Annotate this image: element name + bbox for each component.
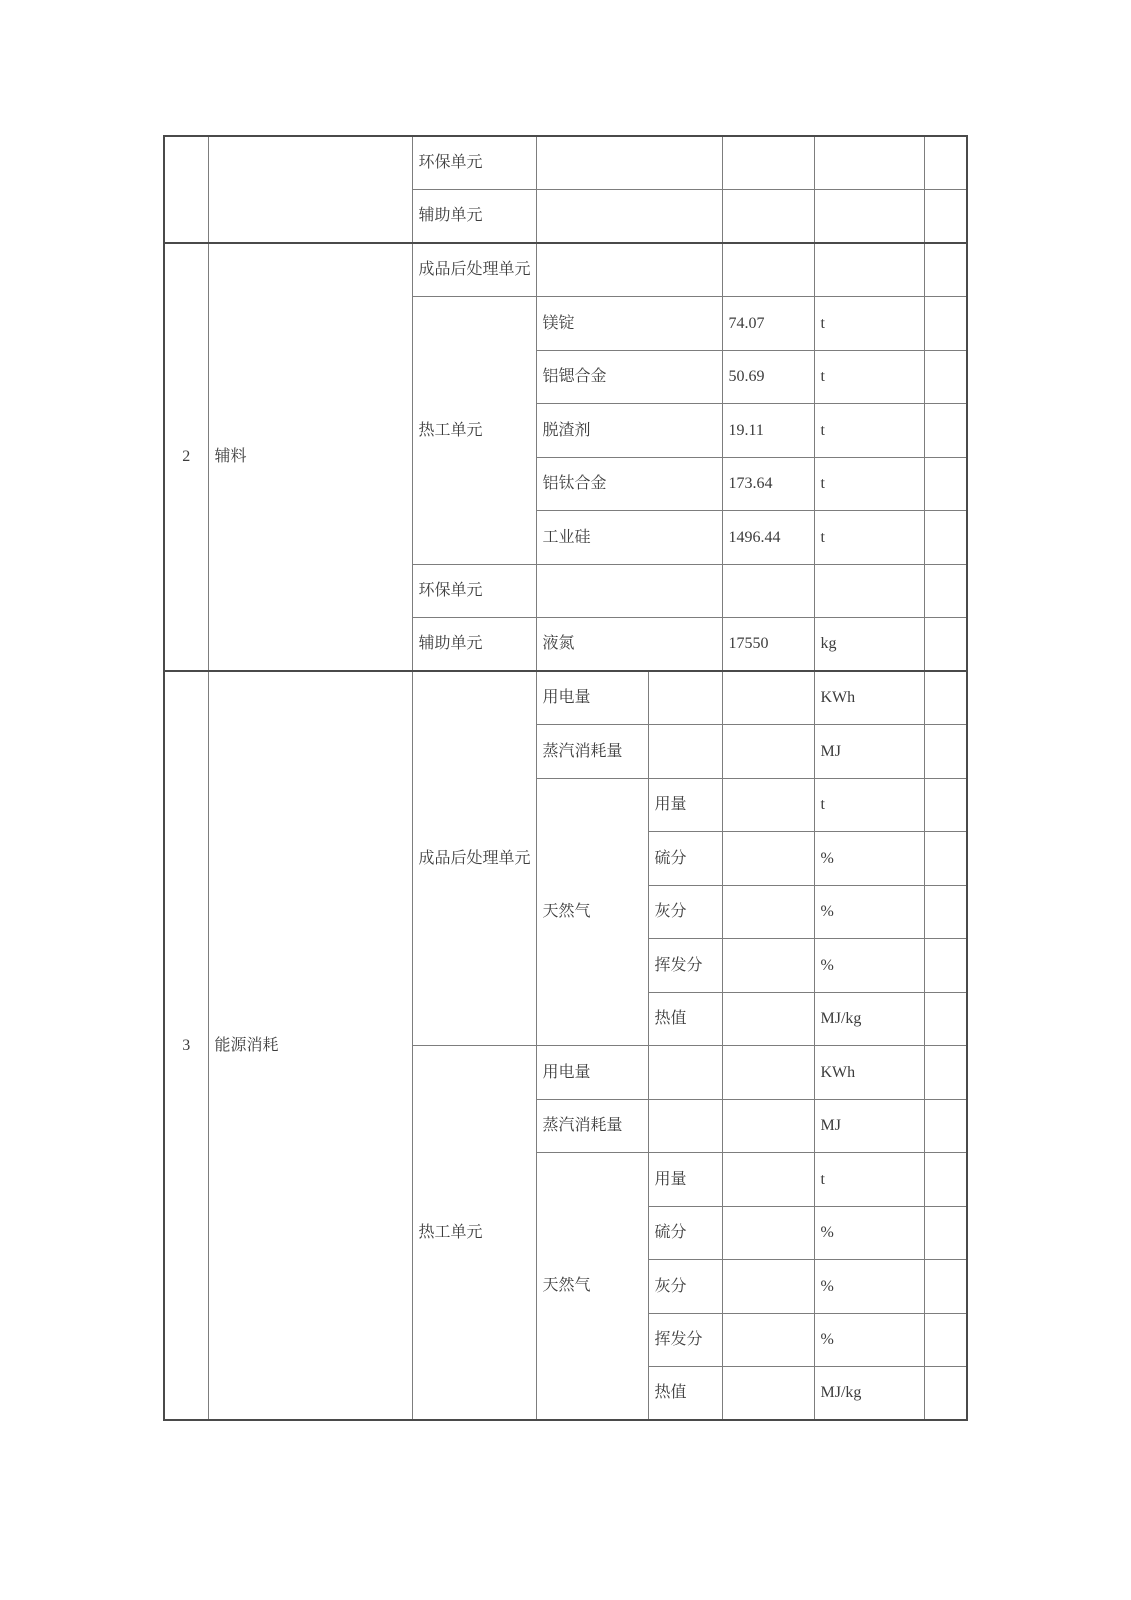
category-cell: 辅料 (208, 243, 412, 671)
spare-cell (924, 190, 967, 244)
value-cell (722, 1099, 814, 1153)
sub-item-cell: 热值 (648, 1367, 722, 1421)
unit-cell: % (814, 1260, 924, 1314)
sub-item-cell: 热值 (648, 992, 722, 1046)
value-cell (722, 778, 814, 832)
value-cell (722, 725, 814, 779)
unit-cell: MJ/kg (814, 992, 924, 1046)
spare-cell (924, 1313, 967, 1367)
sub-item-cell (648, 1046, 722, 1100)
item-cell: 工业硅 (536, 511, 722, 565)
unit-group-cell: 热工单元 (412, 1046, 536, 1421)
unit-group-cell: 辅助单元 (412, 190, 536, 244)
continued-category-cell (208, 136, 412, 243)
value-cell (722, 1206, 814, 1260)
spare-cell (924, 618, 967, 672)
sub-item-cell (648, 1099, 722, 1153)
value-cell (722, 1260, 814, 1314)
item-cell (536, 136, 722, 190)
unit-group-cell: 成品后处理单元 (412, 243, 536, 297)
unit-cell: KWh (814, 1046, 924, 1100)
sub-item-cell: 硫分 (648, 832, 722, 886)
spare-cell (924, 885, 967, 939)
item-cell: 铝锶合金 (536, 350, 722, 404)
unit-cell: t (814, 297, 924, 351)
spare-cell (924, 404, 967, 458)
spare-cell (924, 992, 967, 1046)
row-number-cell: 3 (164, 671, 208, 1420)
spare-cell (924, 939, 967, 993)
sub-item-cell (648, 671, 722, 725)
item-cell: 镁锭 (536, 297, 722, 351)
table-row (164, 243, 967, 297)
item-cell (536, 190, 722, 244)
unit-cell: MJ/kg (814, 1367, 924, 1421)
sub-item-cell: 用量 (648, 778, 722, 832)
sub-item-cell: 灰分 (648, 885, 722, 939)
unit-cell: t (814, 404, 924, 458)
continued-no-cell (164, 136, 208, 243)
spare-cell (924, 1099, 967, 1153)
spare-cell (924, 671, 967, 725)
category-cell: 能源消耗 (208, 671, 412, 1420)
unit-cell (814, 190, 924, 244)
item-cell: 用电量 (536, 671, 648, 725)
value-cell (722, 243, 814, 297)
unit-cell: % (814, 1206, 924, 1260)
spare-cell (924, 1153, 967, 1207)
unit-group-cell: 成品后处理单元 (412, 671, 536, 1046)
item-cell: 天然气 (536, 778, 648, 1046)
unit-cell (814, 243, 924, 297)
value-cell: 173.64 (722, 457, 814, 511)
unit-cell (814, 564, 924, 618)
spare-cell (924, 778, 967, 832)
unit-cell: KWh (814, 671, 924, 725)
spare-cell (924, 350, 967, 404)
item-cell: 蒸汽消耗量 (536, 1099, 648, 1153)
item-cell: 用电量 (536, 1046, 648, 1100)
sub-item-cell: 用量 (648, 1153, 722, 1207)
value-cell (722, 1153, 814, 1207)
unit-cell: % (814, 832, 924, 886)
spare-cell (924, 1206, 967, 1260)
value-cell (722, 939, 814, 993)
value-cell (722, 885, 814, 939)
spare-cell (924, 1367, 967, 1421)
spare-cell (924, 243, 967, 297)
spare-cell (924, 564, 967, 618)
spare-cell (924, 1260, 967, 1314)
table-row (164, 136, 967, 190)
value-cell (722, 832, 814, 886)
value-cell (722, 136, 814, 190)
spare-cell (924, 725, 967, 779)
sub-item-cell: 挥发分 (648, 1313, 722, 1367)
unit-cell: % (814, 939, 924, 993)
unit-group-cell: 环保单元 (412, 136, 536, 190)
value-cell: 74.07 (722, 297, 814, 351)
item-cell: 脱渣剂 (536, 404, 722, 458)
value-cell (722, 1367, 814, 1421)
sub-item-cell (648, 725, 722, 779)
unit-group-cell: 辅助单元 (412, 618, 536, 672)
unit-cell: t (814, 457, 924, 511)
value-cell: 50.69 (722, 350, 814, 404)
spare-cell (924, 832, 967, 886)
item-cell: 蒸汽消耗量 (536, 725, 648, 779)
unit-cell: kg (814, 618, 924, 672)
value-cell (722, 1313, 814, 1367)
materials-energy-table (163, 135, 968, 1421)
sub-item-cell: 硫分 (648, 1206, 722, 1260)
value-cell (722, 564, 814, 618)
item-cell: 铝钛合金 (536, 457, 722, 511)
value-cell: 17550 (722, 618, 814, 672)
unit-group-cell: 热工单元 (412, 297, 536, 565)
spare-cell (924, 511, 967, 565)
table-row (164, 671, 967, 725)
value-cell (722, 671, 814, 725)
value-cell (722, 190, 814, 244)
value-cell (722, 1046, 814, 1100)
unit-cell: t (814, 350, 924, 404)
unit-cell: t (814, 778, 924, 832)
spare-cell (924, 457, 967, 511)
value-cell: 1496.44 (722, 511, 814, 565)
item-cell (536, 564, 722, 618)
spare-cell (924, 297, 967, 351)
unit-cell: MJ (814, 1099, 924, 1153)
unit-cell: MJ (814, 725, 924, 779)
value-cell (722, 992, 814, 1046)
unit-cell (814, 136, 924, 190)
unit-cell: % (814, 885, 924, 939)
unit-cell: t (814, 1153, 924, 1207)
unit-cell: t (814, 511, 924, 565)
unit-cell: % (814, 1313, 924, 1367)
spare-cell (924, 1046, 967, 1100)
sub-item-cell: 灰分 (648, 1260, 722, 1314)
item-cell (536, 243, 722, 297)
value-cell: 19.11 (722, 404, 814, 458)
unit-group-cell: 环保单元 (412, 564, 536, 618)
spare-cell (924, 136, 967, 190)
sub-item-cell: 挥发分 (648, 939, 722, 993)
row-number-cell: 2 (164, 243, 208, 671)
item-cell: 液氮 (536, 618, 722, 672)
item-cell: 天然气 (536, 1153, 648, 1421)
